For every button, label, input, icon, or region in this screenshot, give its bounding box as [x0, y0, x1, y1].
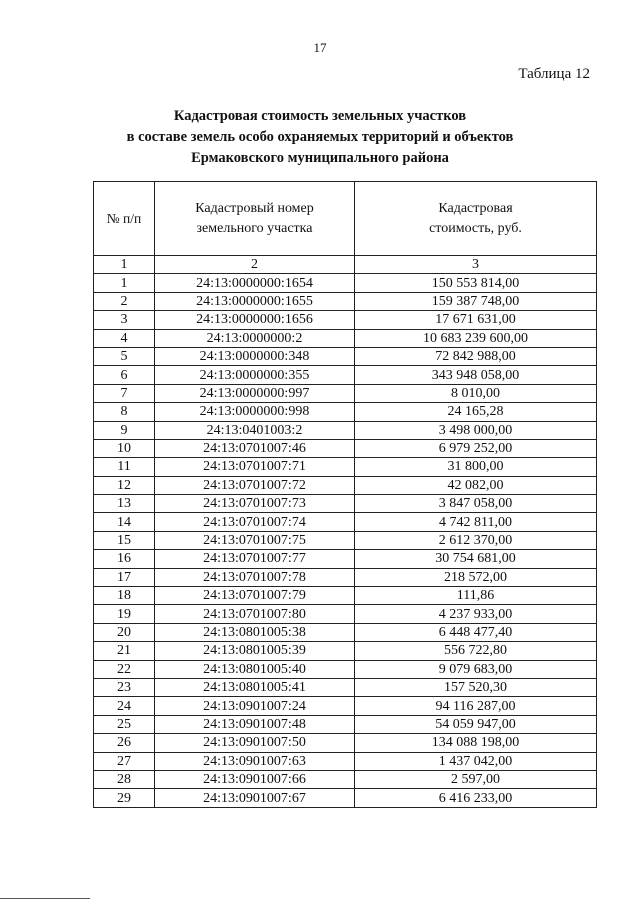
row-number: 19 [94, 605, 155, 623]
cadastral-number: 24:13:0901007:24 [155, 697, 355, 715]
cadastral-number: 24:13:0801005:40 [155, 660, 355, 678]
row-number: 28 [94, 770, 155, 788]
row-number: 13 [94, 495, 155, 513]
row-number: 14 [94, 513, 155, 531]
table-row [94, 439, 597, 457]
table-row [94, 605, 597, 623]
table-label: Таблица 12 [518, 66, 590, 82]
row-number: 18 [94, 587, 155, 605]
row-number: 3 [94, 311, 155, 329]
cadastral-number: 24:13:0801005:39 [155, 642, 355, 660]
header-cadastral-cost: Кадастровая стоимость, руб. [355, 182, 597, 256]
table-row [94, 770, 597, 788]
title-line-2: в составе земель особо охраняемых территорий и объектов [126, 129, 514, 145]
table-row [94, 403, 597, 421]
column-number-row [94, 256, 597, 274]
row-number: 23 [94, 678, 155, 696]
cadastral-number: 24:13:0801005:38 [155, 623, 355, 641]
cadastral-cost: 2 597,00 [355, 770, 597, 788]
cadastral-number: 24:13:0000000:348 [155, 347, 355, 365]
row-number: 5 [94, 347, 155, 365]
header-row [94, 182, 597, 256]
row-number: 21 [94, 642, 155, 660]
cadastral-cost: 157 520,30 [355, 678, 597, 696]
cadastral-number: 24:13:0801005:41 [155, 678, 355, 696]
cadastral-number: 24:13:0701007:78 [155, 568, 355, 586]
row-number: 17 [94, 568, 155, 586]
row-number: 15 [94, 531, 155, 549]
row-number: 1 [94, 274, 155, 292]
row-number: 16 [94, 550, 155, 568]
table-row [94, 347, 597, 365]
table-row [94, 311, 597, 329]
table-row [94, 568, 597, 586]
cadastral-number: 24:13:0000000:2 [155, 329, 355, 347]
cadastral-number: 24:13:0701007:79 [155, 587, 355, 605]
title-line-1: Кадастровая стоимость земельных участков [173, 108, 467, 124]
cadastral-cost: 3 847 058,00 [355, 495, 597, 513]
cadastral-number: 24:13:0701007:77 [155, 550, 355, 568]
header-cadastral-number: Кадастровый номер земельного участка [155, 182, 355, 256]
table-row [94, 623, 597, 641]
cadastral-cost: 54 059 947,00 [355, 715, 597, 733]
cadastral-cost: 42 082,00 [355, 476, 597, 494]
cadastral-cost: 94 116 287,00 [355, 697, 597, 715]
cadastral-number: 24:13:0000000:1655 [155, 292, 355, 310]
cadastral-cost: 159 387 748,00 [355, 292, 597, 310]
cadastral-number: 24:13:0401003:2 [155, 421, 355, 439]
cadastral-cost: 17 671 631,00 [355, 311, 597, 329]
table-row [94, 642, 597, 660]
row-number: 9 [94, 421, 155, 439]
page-number: 17 [313, 40, 327, 55]
cadastral-number: 24:13:0701007:72 [155, 476, 355, 494]
table-row [94, 329, 597, 347]
cadastral-number: 24:13:0000000:1656 [155, 311, 355, 329]
cadastral-cost: 4 742 811,00 [355, 513, 597, 531]
cadastral-number: 24:13:0701007:74 [155, 513, 355, 531]
cadastral-cost: 343 948 058,00 [355, 366, 597, 384]
cadastral-cost: 24 165,28 [355, 403, 597, 421]
table-row [94, 292, 597, 310]
cadastral-cost: 31 800,00 [355, 458, 597, 476]
cadastral-cost: 111,86 [355, 587, 597, 605]
row-number: 7 [94, 384, 155, 402]
table-row [94, 274, 597, 292]
row-number: 11 [94, 458, 155, 476]
cadastral-table [93, 181, 597, 808]
row-number: 12 [94, 476, 155, 494]
table-row [94, 421, 597, 439]
cadastral-number: 24:13:0000000:355 [155, 366, 355, 384]
cadastral-number: 24:13:0701007:75 [155, 531, 355, 549]
row-number: 29 [94, 789, 155, 807]
table-row [94, 734, 597, 752]
table-body [94, 274, 597, 807]
table-row [94, 550, 597, 568]
cadastral-cost: 72 842 988,00 [355, 347, 597, 365]
cadastral-cost: 6 979 252,00 [355, 439, 597, 457]
row-number: 22 [94, 660, 155, 678]
table-row [94, 660, 597, 678]
cadastral-number: 24:13:0701007:46 [155, 439, 355, 457]
cadastral-cost: 6 448 477,40 [355, 623, 597, 641]
cadastral-number: 24:13:0701007:71 [155, 458, 355, 476]
table-row [94, 366, 597, 384]
table-row [94, 384, 597, 402]
row-number: 4 [94, 329, 155, 347]
cadastral-cost: 10 683 239 600,00 [355, 329, 597, 347]
cadastral-cost: 3 498 000,00 [355, 421, 597, 439]
cadastral-number: 24:13:0901007:48 [155, 715, 355, 733]
table-row [94, 752, 597, 770]
row-number: 20 [94, 623, 155, 641]
header-number: № п/п [94, 182, 155, 256]
cadastral-cost: 9 079 683,00 [355, 660, 597, 678]
cadastral-number: 24:13:0701007:80 [155, 605, 355, 623]
table-row [94, 715, 597, 733]
cadastral-cost: 8 010,00 [355, 384, 597, 402]
column-number: 2 [155, 256, 355, 274]
cadastral-cost: 2 612 370,00 [355, 531, 597, 549]
column-number: 1 [94, 256, 155, 274]
row-number: 25 [94, 715, 155, 733]
table-row [94, 458, 597, 476]
table-row [94, 678, 597, 696]
cadastral-number: 24:13:0901007:63 [155, 752, 355, 770]
row-number: 26 [94, 734, 155, 752]
cadastral-cost: 6 416 233,00 [355, 789, 597, 807]
cadastral-number: 24:13:0000000:1654 [155, 274, 355, 292]
cadastral-number: 24:13:0000000:997 [155, 384, 355, 402]
table-row [94, 513, 597, 531]
cadastral-cost: 134 088 198,00 [355, 734, 597, 752]
cadastral-number: 24:13:0701007:73 [155, 495, 355, 513]
table-row [94, 495, 597, 513]
cadastral-number: 24:13:0901007:50 [155, 734, 355, 752]
cadastral-number: 24:13:0901007:66 [155, 770, 355, 788]
row-number: 27 [94, 752, 155, 770]
table-row [94, 587, 597, 605]
cadastral-cost: 218 572,00 [355, 568, 597, 586]
cadastral-number: 24:13:0901007:67 [155, 789, 355, 807]
table-title [0, 106, 640, 169]
cadastral-cost: 556 722,80 [355, 642, 597, 660]
row-number: 8 [94, 403, 155, 421]
cadastral-cost: 30 754 681,00 [355, 550, 597, 568]
table-row [94, 697, 597, 715]
table-row [94, 531, 597, 549]
cadastral-cost: 150 553 814,00 [355, 274, 597, 292]
row-number: 10 [94, 439, 155, 457]
row-number: 6 [94, 366, 155, 384]
cadastral-number: 24:13:0000000:998 [155, 403, 355, 421]
cadastral-cost: 1 437 042,00 [355, 752, 597, 770]
table-row [94, 789, 597, 807]
title-line-3: Ермаковского муниципального района [191, 150, 449, 166]
table-row [94, 476, 597, 494]
row-number: 24 [94, 697, 155, 715]
row-number: 2 [94, 292, 155, 310]
cadastral-cost: 4 237 933,00 [355, 605, 597, 623]
footer-divider [0, 898, 90, 899]
column-number: 3 [355, 256, 597, 274]
